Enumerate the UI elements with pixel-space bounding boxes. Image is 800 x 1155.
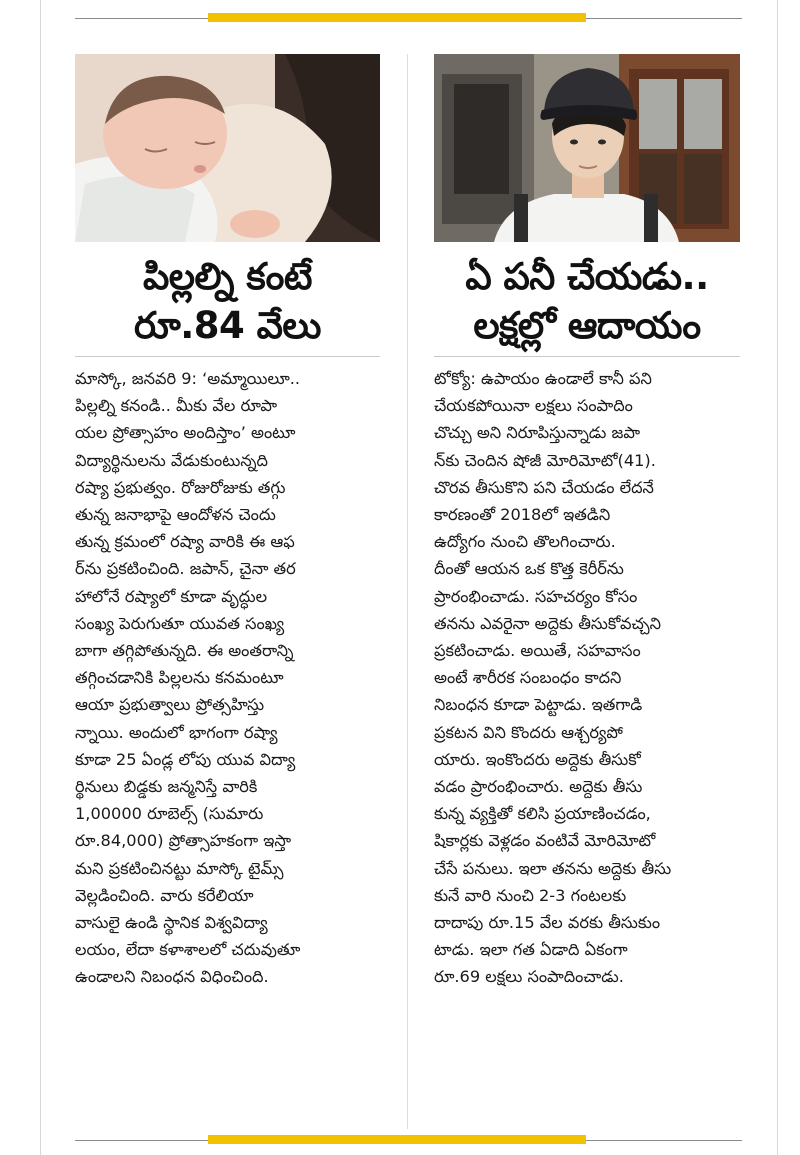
left-body-line: తున్న క్రమంలో రష్యా వారికి ఈ ఆఫ [75, 532, 295, 552]
bottom-accent-bar [208, 1135, 586, 1144]
page-border-right [777, 0, 778, 1155]
right-body-line: దాదాపు రూ.15 వేల వరకు తీసుకుం [434, 913, 661, 933]
right-body-line: వడం ప్రారంభించారు. అద్దెకు తీసు [434, 777, 643, 797]
left-body-line: ర్థినులు బిడ్డకు జన్మనిస్తే వారికి [75, 777, 258, 797]
right-body-line: టాడు. ఇలా గత ఏడాది ఏకంగా [434, 940, 628, 960]
right-headline-line-2: లక్షల్లో ఆదాయం [473, 304, 701, 347]
left-body-line: న్నాయి. అందులో భాగంగా రష్యా [75, 722, 278, 742]
right-body [434, 365, 740, 991]
left-divider [75, 356, 380, 357]
right-body-line: కునే వారి నుంచి 2-3 గంటలకు [434, 885, 627, 905]
left-body-line: యల ప్రోత్సాహం అందిస్తాం’ అంటూ [75, 423, 296, 443]
man-photo [434, 54, 740, 242]
left-headline-line-1: పిల్లల్ని కంటే [143, 255, 312, 298]
right-body-line: అంటే శారీరక సంబంధం కాదని [434, 668, 622, 688]
left-body-line: రూ.84,000) ప్రోత్సాహకంగా ఇస్తా [75, 831, 292, 851]
right-body-line: ప్రారంభించాడు. సహచర్యం కోసం [434, 586, 638, 606]
right-body-line: కారణంతో 2018లో ఇతడిని [434, 505, 611, 525]
left-body-line: పిల్లల్ని కనండి.. మీకు వేల రూపా [75, 396, 278, 416]
left-headline [75, 252, 380, 350]
right-body-line: ఉద్యోగం నుంచి తొలగించారు. [434, 532, 616, 552]
right-body-line: తనను ఎవరైనా అద్దెకు తీసుకోవచ్చని [434, 613, 661, 633]
right-body-line: యారు. ఇంకొందరు అద్దెకు తీసుకో [434, 749, 641, 769]
right-body-line: కున్న వ్యక్తితో కలిసి ప్రయాణించడం, [434, 804, 651, 824]
right-body-line: రూ.69 లక్షలు సంపాదించాడు. [434, 967, 624, 987]
left-body [75, 365, 380, 991]
left-body-line: బాగా తగ్గిపోతున్నది. ఈ అంతరాన్ని [75, 641, 294, 661]
left-headline-line-2: రూ.84 వేలు [134, 304, 321, 347]
right-body-line: చొరవ తీసుకొని పని చేయడం లేదనే [434, 477, 654, 497]
left-body-line: రష్యా ప్రభుత్వం. రోజురోజుకు తగ్గు [75, 477, 286, 497]
left-body-line: 1,00000 రూబెల్స్ (సుమారు [75, 804, 264, 824]
baby-photo [75, 54, 380, 242]
right-body-line: ప్రకటన విని కొందరు ఆశ్చర్యపో [434, 722, 623, 742]
left-body-line: కూడా 25 ఏండ్ల లోపు యువ విద్యా [75, 749, 296, 769]
left-body-line: హాలోనే రష్యాలో కూడా వృద్ధుల [75, 586, 268, 606]
right-divider [434, 356, 740, 357]
left-body-line: వెల్లడించింది. వారు కరేలియా [75, 885, 254, 905]
right-body-line: న్‌కు చెందిన షోజీ మోరిమోటో(41). [434, 450, 656, 470]
left-body-line: వాసులై ఉండి స్థానిక విశ్వవిద్యా [75, 913, 268, 933]
right-body-line: షికార్లకు వెళ్లడం వంటివే మోరిమోటో [434, 831, 656, 851]
right-body-line: ప్రకటించాడు. అయితే, సహవాసం [434, 641, 641, 661]
left-body-line: లయం, లేదా కళాశాలలో చదువుతూ [75, 940, 301, 960]
right-body-line: చేసే పనులు. ఇలా తనను అద్దెకు తీసు [434, 858, 672, 878]
right-headline-line-1: ఏ పనీ చేయడు.. [465, 255, 709, 298]
right-body-line: నిబంధన కూడా పెట్టాడు. ఇతగాడి [434, 695, 643, 715]
right-article [434, 54, 740, 991]
left-body-line: ఆయా ప్రభుత్వాలు ప్రోత్సహిస్తు [75, 695, 265, 715]
left-body-line: సంఖ్య పెరుగుతూ యువత సంఖ్య [75, 613, 285, 633]
left-body-line: మాస్కో, జనవరి 9: ‘అమ్మాయిలూ.. [75, 369, 301, 388]
left-body-line: మని ప్రకటించినట్టు మాస్కో టైమ్స్ [75, 858, 284, 878]
column-separator [407, 54, 408, 1129]
right-body-line: దీంతో ఆయన ఒక కొత్త కెరీర్‌ను [434, 559, 624, 579]
left-body-line: ర్‌ను ప్రకటించింది. జపాన్, చైనా తర [75, 559, 296, 579]
right-body-line: టోక్యో: ఉపాయం ఉండాలే కానీ పని [434, 369, 652, 388]
left-body-line: తున్న జనాభాపై ఆందోళన చెందు [75, 505, 276, 525]
page-border-left [40, 0, 41, 1155]
right-body-line: చొచ్చు అని నిరూపిస్తున్నాడు జపా [434, 423, 641, 443]
left-body-line: విద్యార్థినులను వేడుకుంటున్నది [75, 450, 268, 470]
right-body-line: చేయకపోయినా లక్షలు సంపాదిం [434, 396, 633, 416]
left-body-line: తగ్గించడానికి పిల్లలను కనమంటూ [75, 668, 284, 688]
left-body-line: ఉండాలని నిబంధన విధించింది. [75, 967, 269, 987]
right-headline [434, 252, 740, 350]
left-article [75, 54, 380, 991]
top-accent-bar [208, 13, 586, 22]
